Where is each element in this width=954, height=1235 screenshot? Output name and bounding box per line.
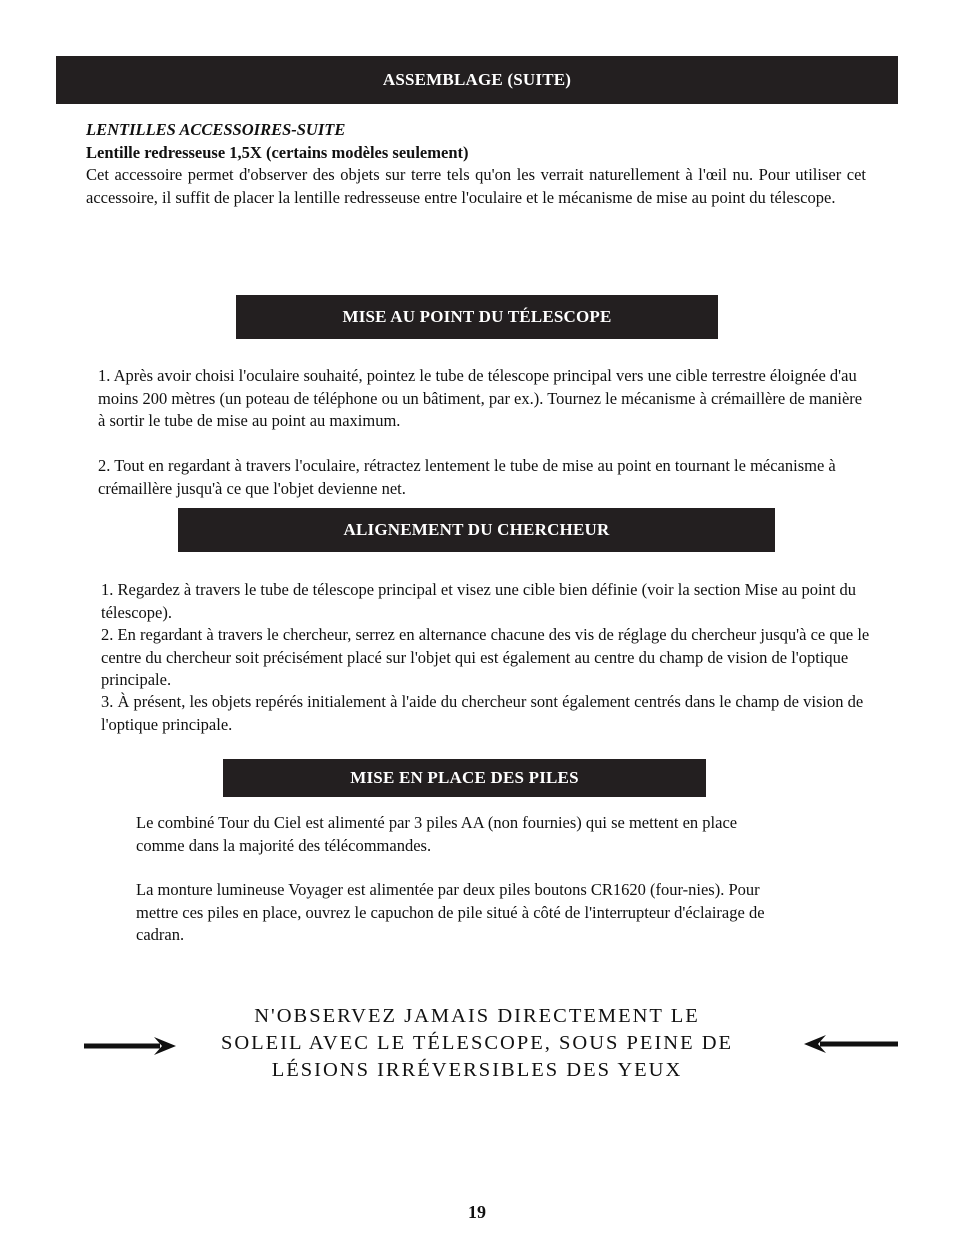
lenses-subheading: Lentille redresseuse 1,5X (certains modèles seulement)	[86, 143, 469, 162]
section-header-assemblage	[56, 56, 898, 104]
page-number: 19	[468, 1202, 486, 1222]
arrow-right-icon	[82, 1035, 178, 1057]
finder-title: ALIGNEMENT DU CHERCHEUR	[343, 520, 610, 539]
finder-step-1: 1. Regardez à travers le tube de télescope principal et visez une cible bien définie (voir la section Mise au point du télescope).	[101, 580, 857, 622]
sun-warning	[200, 1003, 754, 1084]
arrow-left-icon	[802, 1033, 900, 1055]
finder-step-3: 3. À présent, les objets repérés initialement à l'aide du chercheur sont également centrés dans le champ de vision de l'optique principale.	[101, 692, 864, 734]
batteries-title: MISE EN PLACE DES PILES	[350, 768, 579, 787]
warning-line-2: SOLEIL AVEC LE TÉLESCOPE, SOUS PEINE DE	[220, 1032, 734, 1054]
focus-step-2: 2. Tout en regardant à travers l'oculaire, rétractez lentement le tube de mise au point en tournant le mécanisme à crémaillère jusqu'à ce que l'objet devienne net.	[98, 456, 836, 498]
lenses-heading: LENTILLES ACCESSOIRES-SUITE	[86, 120, 346, 139]
focus-step-1: 1. Après avoir choisi l'oculaire souhaité, pointez le tube de télescope principal vers une cible terrestre éloignée d'au moins 200 mètres (un poteau de téléphone ou un bâtiment, par ex.). Tournez le mécanisme à crémaillère de manière à sortir le tube de mise au point au maximum.	[98, 366, 863, 430]
lenses-body: Cet accessoire permet d'observer des objets sur terre tels qu'on les verrait naturellement à l'œil nu. Pour utiliser cet accessoire, il suffit de placer la lentille redresseuse entre l'oculaire et le mécanisme de mise au point du télescope.	[86, 165, 866, 207]
section-header-finder	[178, 508, 775, 552]
warning-line-3: LÉSIONS IRRÉVERSIBLES DES YEUX	[271, 1059, 683, 1081]
batteries-para-1: Le combiné Tour du Ciel est alimenté par 3 piles AA (non fournies) qui se mettent en place comme dans la majorité des télécommandes.	[136, 813, 738, 855]
section-header-focus	[236, 295, 718, 339]
focus-title: MISE AU POINT DU TÉLESCOPE	[342, 307, 612, 326]
warning-line-1: N'OBSERVEZ JAMAIS DIRECTEMENT LE	[254, 1005, 700, 1027]
finder-step-2: 2. En regardant à travers le chercheur, serrez en alternance chacune des vis de réglage du chercheur jusqu'à ce que le centre du chercheur soit précisément placé sur l'objet qui est également au centre du champ de vision de l'optique principale.	[101, 625, 870, 689]
section-header-title: ASSEMBLAGE (SUITE)	[382, 70, 572, 89]
batteries-para-2: La monture lumineuse Voyager est alimentée par deux piles boutons CR1620 (four-nies). Pour mettre ces piles en place, ouvrez le capuchon de pile situé à côté de l'interrupteur d'éclairage de cadran.	[136, 880, 765, 944]
section-header-batteries	[223, 759, 706, 797]
